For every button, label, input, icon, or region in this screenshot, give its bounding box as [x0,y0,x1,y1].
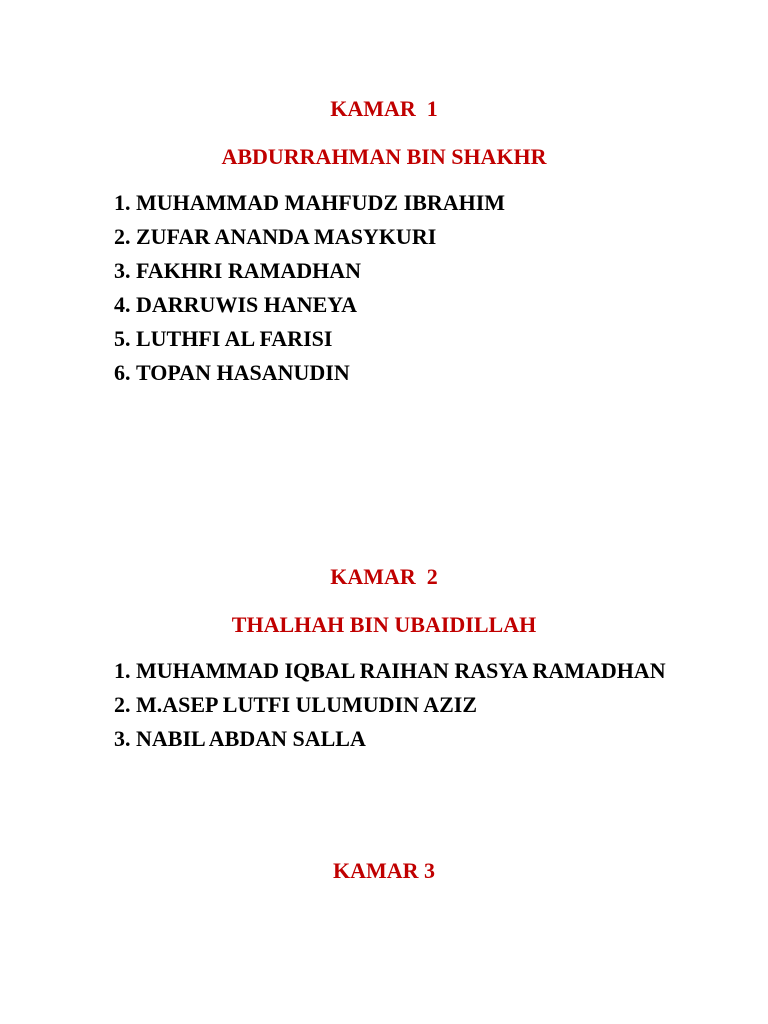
member-name: MUHAMMAD IQBAL RAIHAN RASYA RAMADHAN [136,658,666,683]
list-item [114,220,676,254]
list-item [114,288,676,322]
list-item [114,356,676,390]
member-name: DARRUWIS HANEYA [136,292,358,317]
list-item [114,688,676,722]
item-number: 6. [114,360,131,385]
room-1-title: KAMAR 1 [330,96,438,121]
list-item [114,186,676,220]
item-number: 5. [114,326,131,351]
list-item [114,654,676,688]
member-name: M.ASEP LUTFI ULUMUDIN AZIZ [136,692,478,717]
room-1-member-list [114,186,676,390]
item-number: 3. [114,726,131,751]
member-name: MUHAMMAD MAHFUDZ IBRAHIM [136,190,506,215]
list-item [114,254,676,288]
room-2-member-list [114,654,676,756]
room-2-group-name: THALHAH BIN UBAIDILLAH [231,612,537,637]
item-number: 2. [114,224,131,249]
room-3-title: KAMAR 3 [332,858,436,883]
list-item [114,722,676,756]
room-1-group-name: ABDURRAHMAN BIN SHAKHR [221,144,547,169]
member-name: TOPAN HASANUDIN [136,360,350,385]
member-name: FAKHRI RAMADHAN [136,258,362,283]
member-name: NABIL ABDAN SALLA [136,726,366,751]
member-name: LUTHFI AL FARISI [136,326,333,351]
list-item [114,322,676,356]
item-number: 2. [114,692,131,717]
room-2-title: KAMAR 2 [330,564,438,589]
member-name: ZUFAR ANANDA MASYKURI [136,224,437,249]
item-number: 3. [114,258,131,283]
item-number: 1. [114,190,131,215]
item-number: 1. [114,658,131,683]
item-number: 4. [114,292,131,317]
